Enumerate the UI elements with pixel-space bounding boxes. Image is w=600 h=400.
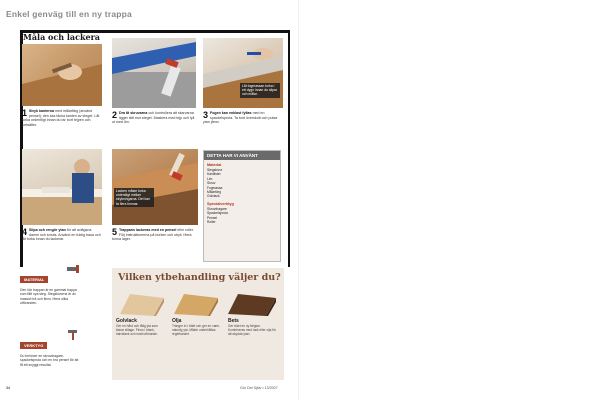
- step-2-caption: [112, 111, 198, 125]
- photo-3-caption-overlay: Låt fogmassan torka i ett dygn innan du slipar och målar.: [240, 83, 280, 98]
- photo-5-caption-overlay: Lacken måste torka ordentligt mellan strykningarna. Det kan ta flera timmar.: [114, 188, 154, 207]
- material-item: Lim: [207, 176, 213, 181]
- saw-icon: [66, 263, 80, 275]
- step-title: Stryk kanterna: [29, 109, 54, 113]
- photo-step-4: [22, 149, 102, 225]
- step-3-caption: [203, 111, 283, 125]
- footer-magazine: Gör Det Själv • 13/2007: [240, 386, 278, 390]
- material-item: Skruv: [207, 181, 216, 186]
- option-olja: [172, 318, 222, 336]
- hammer-icon: [66, 329, 80, 341]
- plank-golvlack: [118, 292, 166, 316]
- step-title: Slipa och rengör ytan: [29, 228, 66, 232]
- step-title: Trappans lackeras med en pensel: [119, 228, 177, 232]
- step-text: för att avlägsna damm och smuts. Använd en fuktig trasa och låt torka innan du lackerar.: [22, 228, 101, 242]
- option-name: Olja: [172, 318, 182, 324]
- option-text: Ger träet en ny färgton. Kombineras med lack eller olja för att skydda ytan.: [228, 324, 277, 337]
- step-number: 5: [112, 227, 118, 237]
- page-number: 34: [6, 386, 10, 390]
- comparison-title: Vilken ytbehandling väljer du?: [118, 272, 281, 283]
- step-4-caption: [22, 228, 102, 242]
- photo-step-1: [22, 44, 102, 106]
- plank-olja: [172, 292, 220, 316]
- step-5-caption: [112, 228, 198, 242]
- material-item: Fogmassa: [207, 185, 223, 190]
- photo-step-5: [112, 149, 198, 225]
- option-name: Golvlack: [116, 318, 137, 324]
- step-title: Fogen kan enklast fyllas: [210, 111, 252, 115]
- tools-list: [207, 207, 277, 225]
- section-title: Måla och lackera: [23, 32, 100, 42]
- step-number: 2: [112, 110, 118, 120]
- tool-item: Roller: [207, 220, 216, 225]
- step-1-caption: [22, 109, 102, 127]
- material-item: Stegskivor: [207, 168, 223, 172]
- photo-step-2: [112, 38, 196, 108]
- step-number: 1: [22, 108, 28, 118]
- tool-item: Spackelspruta: [207, 211, 228, 216]
- material-heading: Material: [207, 163, 222, 167]
- step-text: eller roller. Följ instruktionerna på burken och stryk i flera tunna lager.: [112, 228, 194, 242]
- step-number: 4: [22, 227, 28, 237]
- tools-label: VERKTYG: [20, 342, 47, 349]
- material-item: Målarfärg: [207, 190, 221, 195]
- step-title: Dra åt skruvarna: [119, 111, 148, 115]
- tools-heading: Specialverktyg: [207, 201, 234, 206]
- material-text: Den här trappan är en gammal trappa som fått nya steg. Stegskivorna är av massivt trä och finns i flera olika utföranden.: [20, 288, 77, 305]
- tools-text: Du behöver en skruvdragare, spackelspruta och en bra pensel för att få ett snyggt resultat.: [20, 354, 79, 367]
- page-heading: Enkel genväg till en ny trappa: [6, 9, 132, 19]
- plank-bets: [226, 292, 278, 316]
- option-text: Tränger in i träet och ger en varm, naturlig yta. Måste underhållas regelbundet.: [172, 324, 221, 337]
- material-item: Kantlister: [207, 172, 221, 177]
- material-label: MATERIAL: [20, 276, 48, 283]
- material-list: [207, 168, 277, 199]
- step-text: med målarfärg (använd pensel); den ska täcka kanten av steget. Låt torka ordentligt innan du tar bort tejpen och fortsätter.: [22, 109, 100, 127]
- option-bets: [228, 318, 278, 336]
- tools-info-box: [20, 334, 82, 380]
- page-gutter: [298, 0, 299, 400]
- option-golvlack: [116, 318, 166, 336]
- tip-box-title: DETTA HAR VI ANVÄNT: [204, 151, 280, 160]
- material-info-box: [20, 268, 82, 332]
- step-text: med en spackelspruta. Ta bort överskott och putsa ytan jämn.: [203, 111, 278, 125]
- tool-item: Pensel: [207, 215, 218, 220]
- material-item: Golvlack: [207, 194, 220, 199]
- step-number: 3: [203, 110, 209, 120]
- materials-tools-box: [203, 150, 281, 262]
- step-text: och kontrollera att skarvarna ligger tätt mot steget. Maskera med tejp och fyll ut med lim.: [112, 111, 195, 125]
- option-name: Bets: [228, 318, 239, 324]
- option-text: Ger en hård och tålig yta som klarar slitage. Finns i blank, halvblank och matt utförande.: [116, 324, 158, 337]
- tool-item: Skruvdragare: [207, 206, 227, 211]
